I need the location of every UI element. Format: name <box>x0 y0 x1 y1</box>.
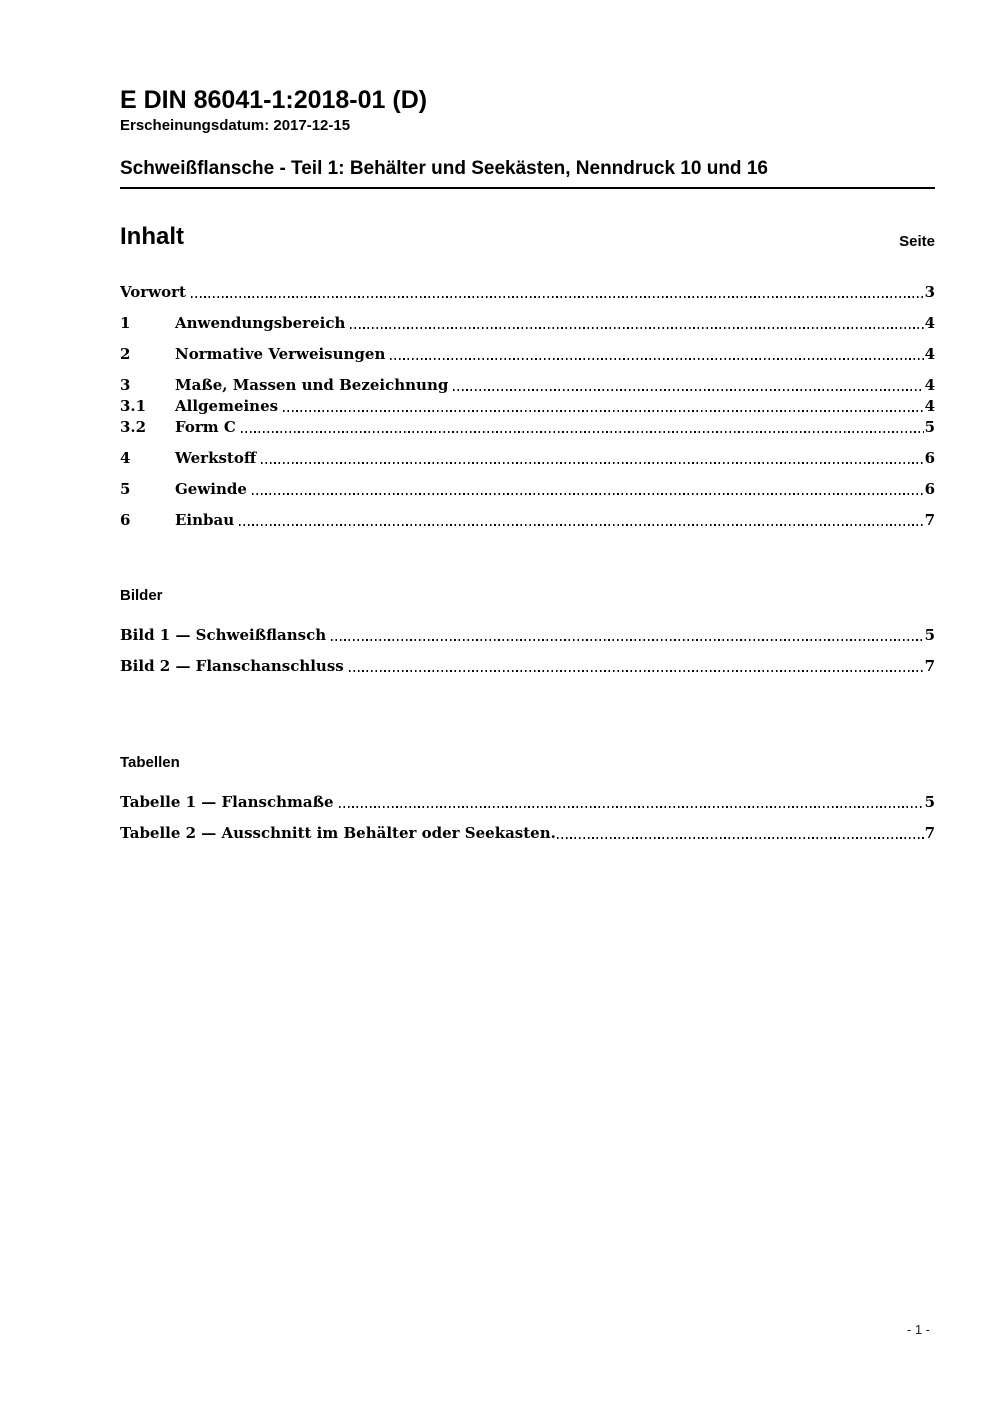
figures-heading: Bilder <box>120 587 163 604</box>
dot-leader <box>191 296 924 298</box>
toc-entry-page: 6 <box>924 480 935 498</box>
table-entry-page: 7 <box>924 824 935 842</box>
dot-leader <box>339 806 924 808</box>
figure-entry-title: Bild 2 — Flanschanschluss <box>120 657 344 675</box>
toc-entry-title: Werkstoff <box>175 449 257 467</box>
page-number-footer: - 1 - <box>906 1322 930 1337</box>
document-title: E DIN 86041-1:2018-01 (D) <box>120 86 428 114</box>
toc-entry-page: 4 <box>924 314 935 332</box>
toc-entry-title: Vorwort <box>120 283 186 301</box>
toc-entry-title: Anwendungsbereich <box>175 314 346 332</box>
toc-entry-page: 5 <box>924 418 935 436</box>
figures-list <box>120 626 935 675</box>
figure-entry-page: 5 <box>924 626 935 644</box>
publication-date: Erscheinungsdatum: 2017-12-15 <box>120 117 351 134</box>
toc-header-row <box>120 222 935 251</box>
toc-entry[interactable] <box>120 345 935 363</box>
toc-entry-page: 4 <box>924 376 935 394</box>
dot-leader <box>331 639 923 641</box>
dot-leader <box>261 462 923 464</box>
tables-heading: Tabellen <box>120 754 180 771</box>
document-page <box>120 0 935 842</box>
table-entry-title: Tabelle 1 — Flanschmaße <box>120 793 334 811</box>
table-entry-page: 5 <box>924 793 935 811</box>
dot-leader <box>349 670 924 672</box>
toc-entry[interactable] <box>120 397 935 415</box>
dot-leader <box>241 431 924 433</box>
dot-leader <box>239 524 923 526</box>
toc-entry[interactable] <box>120 511 935 529</box>
toc-entry[interactable] <box>120 418 935 436</box>
toc-entry-title: Normative Verweisungen <box>175 345 386 363</box>
toc-entry[interactable] <box>120 480 935 498</box>
table-of-contents <box>120 283 935 529</box>
toc-entry-page: 6 <box>924 449 935 467</box>
toc-page-column-label: Seite <box>899 233 935 250</box>
toc-entry-number: 5 <box>120 480 131 498</box>
table-entry[interactable] <box>120 793 935 811</box>
document-subtitle: Schweißflansche - Teil 1: Behälter und Seekästen, Nenndruck 10 und 16 <box>120 158 935 189</box>
dot-leader <box>350 327 923 329</box>
toc-entry-number: 1 <box>120 314 131 332</box>
toc-entry[interactable] <box>120 314 935 332</box>
dot-leader <box>453 389 923 391</box>
toc-entry-number: 3.2 <box>120 418 147 436</box>
toc-entry[interactable] <box>120 449 935 467</box>
dot-leader <box>390 358 923 360</box>
tables-list <box>120 793 935 842</box>
toc-entry[interactable] <box>120 376 935 394</box>
toc-entry-page: 3 <box>924 283 935 301</box>
toc-entry-page: 4 <box>924 397 935 415</box>
toc-entry-page: 7 <box>924 511 935 529</box>
toc-entry-title: Einbau <box>175 511 235 529</box>
table-entry-title: Tabelle 2 — Ausschnitt im Behälter oder Seekasten. <box>120 824 556 842</box>
figure-entry-title: Bild 1 — Schweißflansch <box>120 626 327 644</box>
figure-entry-page: 7 <box>924 657 935 675</box>
toc-heading: Inhalt <box>120 223 184 250</box>
toc-entry-title: Gewinde <box>175 480 247 498</box>
toc-entry-title: Maße, Massen und Bezeichnung <box>175 376 449 394</box>
dot-leader <box>557 837 924 839</box>
toc-entry-page: 4 <box>924 345 935 363</box>
toc-entry-title: Allgemeines <box>175 397 279 415</box>
toc-entry-number: 3.1 <box>120 397 147 415</box>
toc-entry-number: 4 <box>120 449 131 467</box>
figure-entry[interactable] <box>120 657 935 675</box>
toc-entry-title: Form C <box>175 418 236 436</box>
figure-entry[interactable] <box>120 626 935 644</box>
dot-leader <box>252 493 924 495</box>
dot-leader <box>283 410 923 412</box>
toc-entry-number: 3 <box>120 376 131 394</box>
toc-entry[interactable] <box>120 283 935 301</box>
toc-entry-number: 6 <box>120 511 131 529</box>
table-entry[interactable] <box>120 824 935 842</box>
toc-entry-number: 2 <box>120 345 131 363</box>
